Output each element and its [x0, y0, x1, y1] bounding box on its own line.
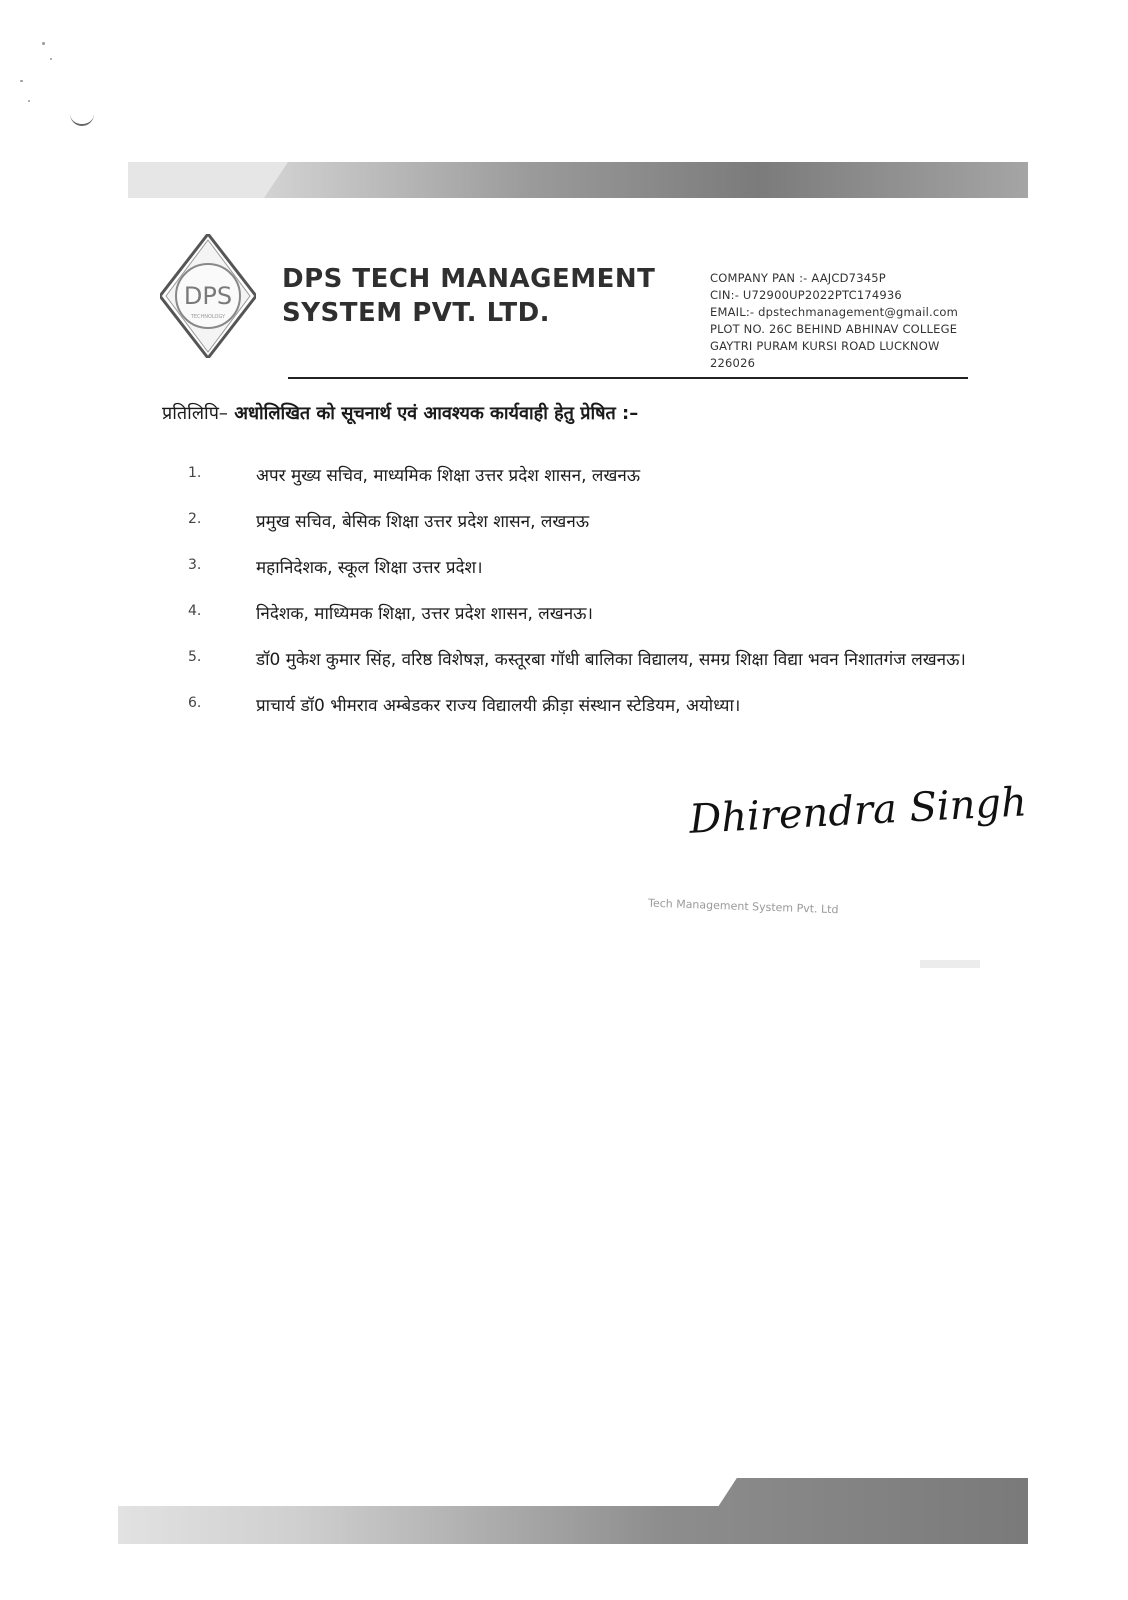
list-item: [188, 598, 1018, 630]
list-item-number: 1.: [188, 465, 202, 481]
list-item-number: 3.: [188, 557, 202, 573]
company-address-line2: GAYTRI PURAM KURSI ROAD LUCKNOW: [710, 339, 940, 353]
list-item-number: 6.: [188, 695, 202, 711]
list-item-text: प्रमुख सचिव, बेसिक शिक्षा उत्तर प्रदेश शासन, लखनऊ: [256, 512, 590, 532]
copy-to-instruction: अधोलिखित को सूचनार्थ एवं आवश्यक कार्यवाही हेतु प्रेषित :–: [227, 403, 639, 424]
company-name-line2: SYSTEM PVT. LTD.: [282, 298, 551, 328]
company-name-line1: DPS TECH MANAGEMENT: [282, 264, 656, 294]
company-cin: CIN:- U72900UP2022PTC174936: [710, 288, 902, 302]
faint-stamp-mark: [920, 960, 980, 968]
header-divider: [288, 377, 968, 379]
list-item: [188, 690, 1018, 722]
list-item: [188, 644, 1018, 676]
list-item-text: प्राचार्य डॉ0 भीमराव अम्बेडकर राज्य विद्यालयी क्रीड़ा संस्थान स्टेडियम, अयोध्या।: [256, 696, 741, 716]
scan-mark: [70, 110, 94, 126]
company-pincode: 226026: [710, 356, 756, 370]
footer-band: [118, 1478, 1028, 1544]
list-item-text: निदेशक, माध्यिमक शिक्षा, उत्तर प्रदेश शासन, लखनऊ।: [256, 604, 593, 624]
company-pan: COMPANY PAN :- AAJCD7345P: [710, 271, 886, 285]
scan-speck: [42, 42, 45, 45]
company-contact-block: [710, 270, 1000, 372]
list-item: [188, 460, 1018, 492]
list-item-text: अपर मुख्य सचिव, माध्यमिक शिक्षा उत्तर प्रदेश शासन, लखनऊ: [256, 466, 641, 486]
list-item-number: 4.: [188, 603, 202, 619]
company-email: EMAIL:- dpstechmanagement@gmail.com: [710, 305, 959, 319]
list-item: [188, 552, 1018, 584]
list-item-number: 5.: [188, 649, 202, 665]
copy-to-label: प्रतिलिपि–: [162, 403, 228, 424]
list-item-number: 2.: [188, 511, 202, 527]
list-item-text: महानिदेशक, स्कूल शिक्षा उत्तर प्रदेश।: [256, 558, 483, 578]
company-logo: [160, 234, 256, 358]
header-band-light: [128, 162, 288, 198]
list-item-text: डॉ0 मुकेश कुमार सिंह, वरिष्ठ विशेषज्ञ, कस्तूरबा गॉधी बालिका विद्यालय, समग्र शिक्षा विद्या भवन निशातगंज लखनऊ।: [256, 650, 966, 670]
handwritten-signature: Dhirendra Singh: [688, 779, 1028, 843]
signature-caption: Tech Management System Pvt. Ltd: [647, 896, 839, 917]
company-name: [282, 262, 656, 330]
scan-speck: [50, 58, 52, 60]
company-address-line1: PLOT NO. 26C BEHIND ABHINAV COLLEGE: [710, 322, 958, 336]
svg-text:TECHNOLOGY: TECHNOLOGY: [190, 314, 226, 320]
scan-speck: [20, 80, 23, 82]
scan-speck: [28, 100, 30, 102]
svg-text:DPS: DPS: [183, 282, 233, 310]
copy-to-heading: [162, 400, 1022, 428]
list-item: [188, 506, 1018, 538]
recipient-list: [188, 460, 1018, 736]
